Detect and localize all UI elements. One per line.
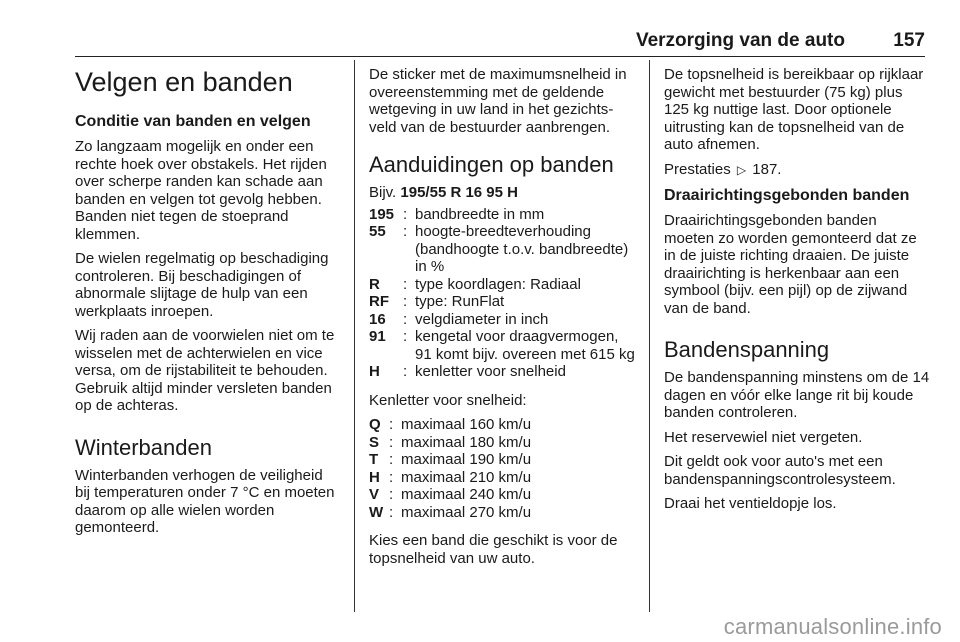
- definition-separator: :: [389, 468, 394, 486]
- paragraph: De wielen regelmatig op beschadiging controleren. Bij beschadigingen of abnormale slijtage de hulp van een werkplaats inroepen.: [75, 250, 329, 320]
- definition-key: 195: [369, 205, 395, 223]
- example-code: 195/55 R 16 95 H: [400, 184, 518, 201]
- page-number: 157: [893, 30, 925, 51]
- definition-value: maximaal 190 km/u: [401, 451, 532, 468]
- definition-separator: :: [403, 363, 408, 380]
- paragraph: Winterbanden verhogen de veiligheid bij temperaturen onder 7 °C en moeten daarom op alle wielen worden gemonteerd.: [75, 466, 335, 536]
- definition-value: maximaal 240 km/u: [401, 486, 532, 503]
- definition-value: maximaal 160 km/u: [401, 416, 532, 433]
- column-divider: [649, 60, 650, 612]
- definition-row: [369, 293, 635, 311]
- definition-row: [369, 328, 635, 363]
- definition-separator: :: [389, 503, 394, 521]
- column-2: [369, 66, 635, 574]
- definition-row: [369, 363, 635, 381]
- column-divider: [354, 60, 355, 612]
- paragraph: De sticker met de maximumsnelheid in overeenstemming met de geldende wetgeving in uw land in het gezichtsveld van de bestuurder aanbrengen.: [369, 66, 627, 136]
- definition-row: [369, 206, 635, 224]
- definition-row: [369, 416, 635, 434]
- definition-value: maximaal 270 km/u: [401, 503, 532, 521]
- paragraph: Draairichtingsgebonden banden moeten zo worden gemonteerd dat ze in de juiste richting draaien. De juiste draairichting is herkenbaar aan een symbool (bijv. een pijl) op de zijwand van de band.: [664, 212, 917, 317]
- paragraph: Kies een band die geschikt is voor de topsnelheid van uw auto.: [369, 532, 618, 567]
- definition-value: bandbreedte in mm: [415, 205, 545, 223]
- paragraph: Het reservewiel niet vergeten.: [664, 428, 863, 446]
- definition-separator: :: [389, 486, 394, 503]
- paragraph: De bandenspanning minstens om de 14 dagen en vóór elke lange rit bij koude banden controleren.: [664, 369, 930, 421]
- subheading-condition: Conditie van banden en velgen: [75, 113, 311, 130]
- definition-row: [369, 469, 635, 487]
- definition-separator: :: [403, 328, 408, 345]
- definition-value: velgdiameter in inch: [415, 310, 549, 328]
- perf-label: Prestaties: [664, 160, 731, 178]
- paragraph: De topsnelheid is bereikbaar op rijklaar gewicht met bestuurder (75 kg) plus 125 kg nuttige last. Door optionele uitrusting kan de topsnelheid van de auto afnemen.: [664, 66, 924, 153]
- page-title: Velgen en banden: [75, 67, 293, 97]
- definition-key: H: [369, 468, 380, 486]
- perf-ref: 187.: [752, 160, 782, 178]
- definition-row: [369, 434, 635, 452]
- definition-separator: :: [389, 416, 394, 433]
- definition-value: type: RunFlat: [415, 293, 505, 310]
- paragraph: Wij raden aan de voorwielen niet om te wisselen met de achterwielen en vice versa, om de rijstabiliteit te behouden. Gebruik altijd minder versleten banden op de achteras.: [75, 327, 335, 414]
- definition-row: [369, 504, 635, 522]
- heading-winter-tyres: Winterbanden: [75, 434, 212, 460]
- definition-key: 16: [369, 310, 386, 328]
- paragraph: Kenletter voor snelheid:: [369, 391, 527, 409]
- definition-row: [369, 451, 635, 469]
- definition-key: V: [369, 486, 380, 503]
- definition-key: S: [369, 433, 380, 451]
- section-title: Verzorging van de auto: [635, 30, 845, 51]
- definition-key: Q: [369, 416, 381, 433]
- example-line: [369, 184, 635, 202]
- definition-value: kenletter voor snelheid: [415, 363, 566, 380]
- cross-reference: [664, 161, 930, 180]
- definition-value: type koordlagen: Radiaal: [415, 275, 581, 293]
- page-header: [75, 28, 925, 57]
- example-prefix: Bijv.: [369, 184, 397, 201]
- definition-value: maximaal 180 km/u: [401, 433, 532, 451]
- definition-key: RF: [369, 293, 389, 310]
- paragraph: Dit geldt ook voor auto's met een bandenspanningscontrolesysteem.: [664, 453, 896, 488]
- definition-key: 91: [369, 328, 386, 345]
- definition-key: 55: [369, 223, 386, 240]
- page-reference-icon: ▷: [736, 162, 747, 177]
- definition-key: R: [369, 275, 380, 293]
- definition-value: hoogte-breedteverhouding (bandhoogte t.o.v. bandbreedte) in %: [415, 223, 629, 275]
- definition-key: T: [369, 451, 379, 468]
- paragraph: Zo langzaam mogelijk en onder een rechte hoek over obstakels. Het rijden over scherpe randen kan schade aan banden en velgen tot gevolg hebben. Banden niet tegen de stoeprand klemmen.: [75, 138, 327, 243]
- tyre-code-definitions: [369, 206, 635, 381]
- column-1: [75, 66, 340, 544]
- definition-value: maximaal 210 km/u: [401, 468, 532, 486]
- watermark: carmanualsonline.info: [723, 614, 942, 639]
- definition-separator: :: [403, 223, 408, 240]
- subheading-directional: Draairichtingsgebonden banden: [664, 187, 910, 204]
- definition-key: W: [369, 503, 384, 521]
- definition-row: [369, 311, 635, 329]
- paragraph: Draai het ventieldopje los.: [664, 495, 837, 512]
- definition-key: H: [369, 363, 380, 380]
- definition-row: [369, 223, 635, 276]
- definition-separator: :: [403, 293, 408, 310]
- heading-tyre-pressure: Bandenspanning: [664, 337, 830, 362]
- definition-row: [369, 486, 635, 504]
- column-3: [664, 66, 930, 520]
- definition-separator: :: [403, 205, 408, 223]
- heading-tyre-markings: Aanduidingen op banden: [369, 152, 614, 177]
- definition-value: kengetal voor draagvermogen, 91 komt bijv. overeen met 615 kg: [415, 328, 635, 363]
- definition-separator: :: [403, 275, 408, 293]
- definition-separator: :: [403, 310, 408, 328]
- definition-separator: :: [389, 451, 394, 468]
- speed-index-list: [369, 416, 635, 521]
- definition-row: [369, 276, 635, 294]
- definition-separator: :: [389, 433, 394, 451]
